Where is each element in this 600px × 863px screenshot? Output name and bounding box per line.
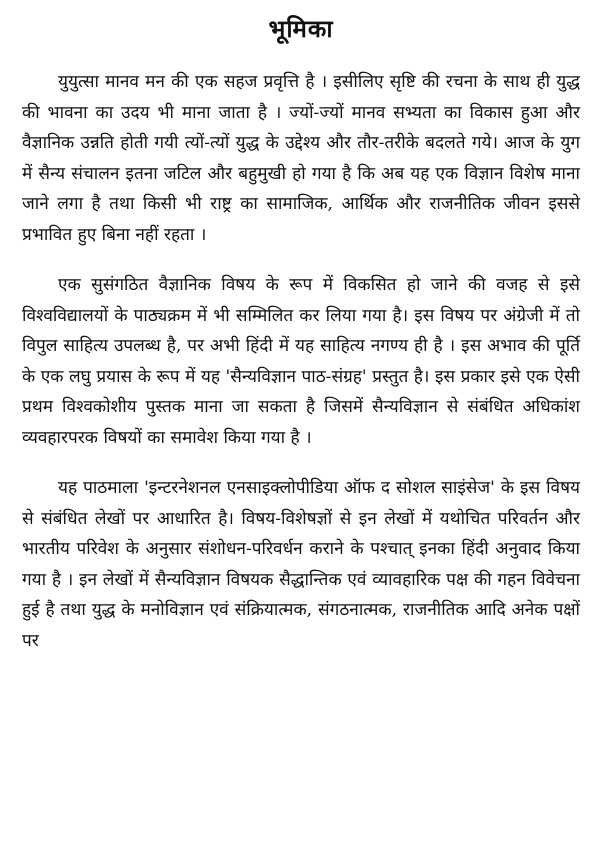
paragraph-3-text: यह पाठमाला 'इन्टरनेशनल एनसाइक्लोपीडिया ऑफ द सोशल साइंसेज' के इस विषय से संबंधित लेखों पर आधारित है। विषय-विशेषज्ञों से इन लेखों में यथोचित परिवर्तन और भारतीय परिवेश के अनुसार संशोधन-परिवर्धन कराने के पश्चात् इनका हिंदी अनुवाद किया गया है । इन लेखों में सैन्यविज्ञान विषयक सैद्धान्तिक एवं व्यावहारिक पक्ष की गहन विवेचना हुई है तथा युद्ध के मनोविज्ञान एवं संक्रियात्मक, संगठनात्मक, राजनीतिक आदि अनेक पक्षों पर xyxy=(22,478,580,651)
paragraph-1-text: युयुत्सा मानव मन की एक सहज प्रवृत्ति है । इसीलिए सृष्टि की रचना के साथ ही युद्ध की भावना का उदय भी माना जाता है । ज्यों-ज्यों मानव सभ्यता का विकास हुआ और वैज्ञानिक उन्नति होती गयी त्यों-त्यों युद्ध के उद्देश्य और तौर-तरीके बदलते गये। आज के युग में सैन्य संचालन इतना जटिल और बहुमुखी हो गया है कि अब यह एक विज्ञान विशेष माना जाने लगा है तथा किसी भी राष्ट्र का सामाजिक, आर्थिक और राजनीतिक जीवन इससे प्रभावित हुए बिना नहीं रहता । xyxy=(22,72,580,245)
paragraph-2 xyxy=(22,270,580,453)
page-title: भूमिका xyxy=(268,14,334,43)
paragraph-2-text: एक सुसंगठित वैज्ञानिक विषय के रूप में विकसित हो जाने की वजह से इसे विश्वविद्यालयों के पाठ्यक्रम में भी सम्मिलित कर लिया गया है। इस विषय पर अंग्रेजी में तो विपुल साहित्य उपलब्ध है, पर अभी हिंदी में यह साहित्य नगण्य ही है । इस अभाव की पूर्ति के एक लघु प्रयास के रूप में यह 'सैन्यविज्ञान पाठ-संग्रह' प्रस्तुत है। इस प्रकार इसे एक ऐसी प्रथम विश्वकोशीय पुस्तक माना जा सकता है जिसमें सैन्यविज्ञान से संबंधित अधिकांश व्यवहारपरक विषयों का समावेश किया गया है । xyxy=(22,275,580,448)
paragraph-3 xyxy=(22,473,580,656)
paragraph-1 xyxy=(22,67,580,250)
